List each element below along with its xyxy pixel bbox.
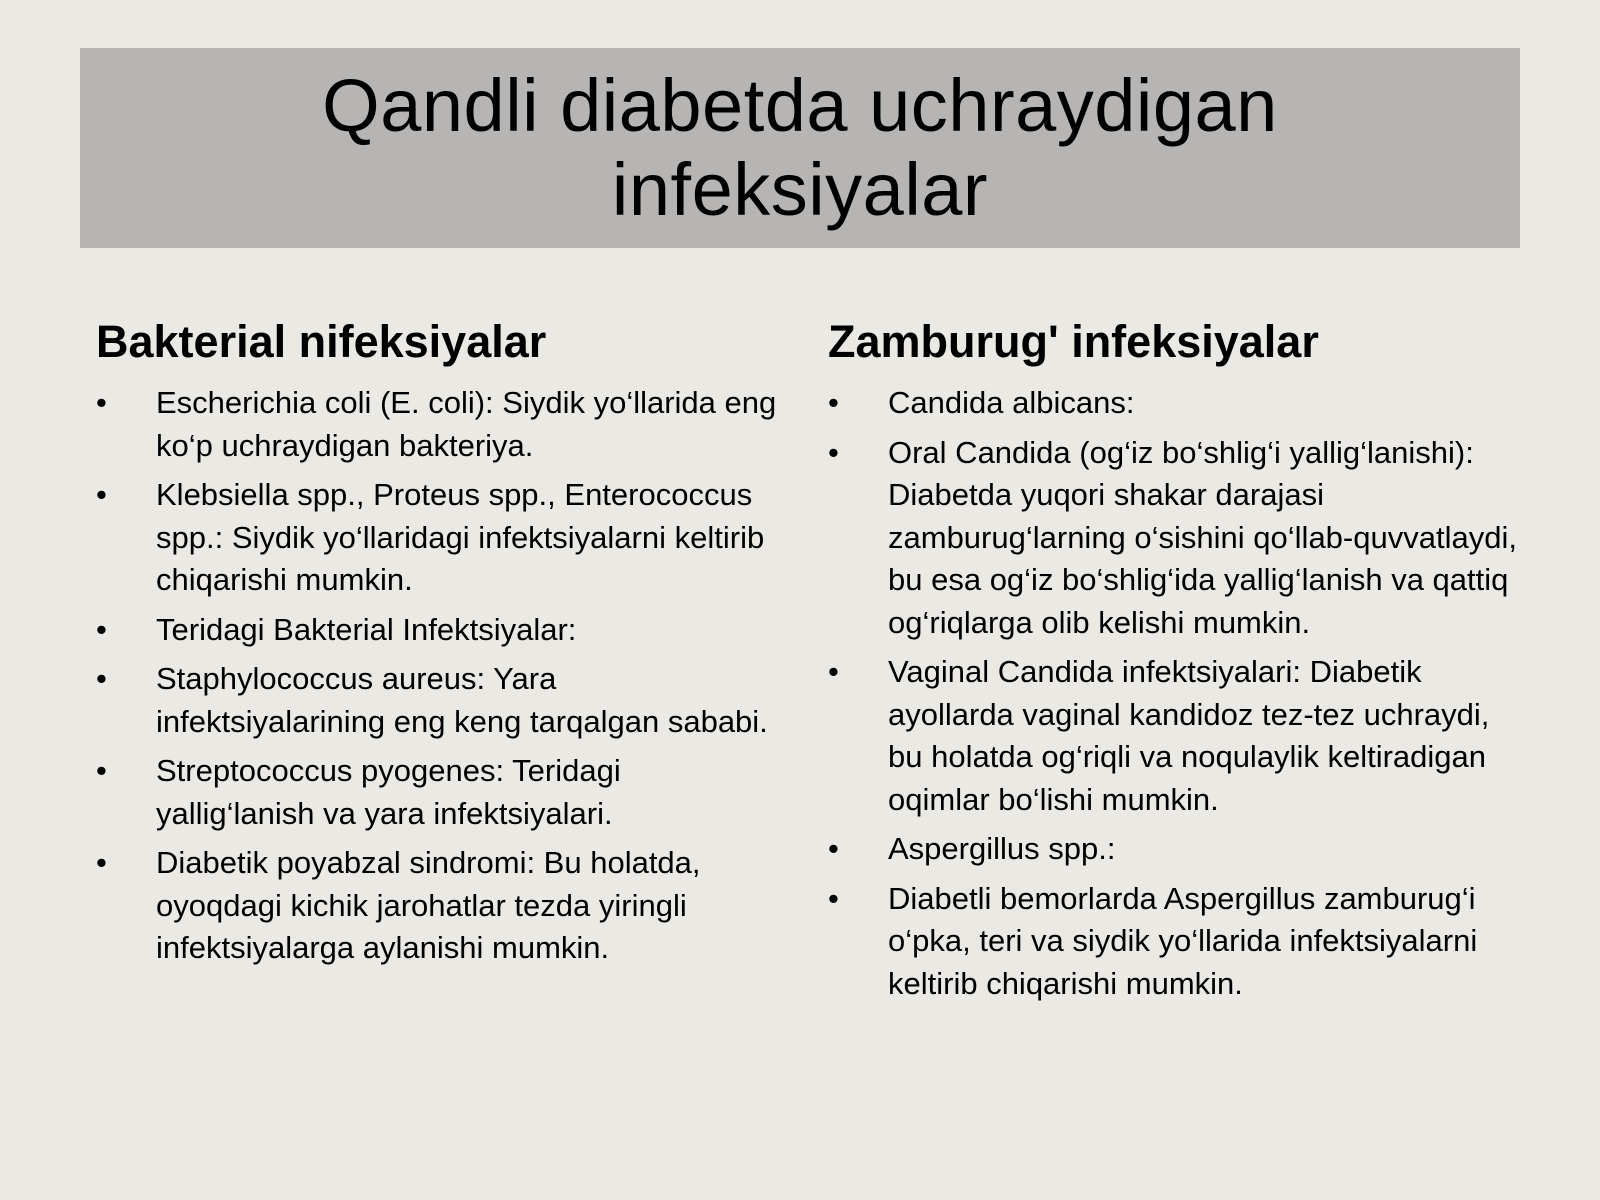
bullet-icon: • <box>96 661 107 696</box>
list-item-text: Candida albicans: <box>888 385 1135 420</box>
list-item-text: Staphylococcus aureus: Yara infektsiyalarining eng keng tarqalgan sababi. <box>156 661 768 739</box>
list-item <box>96 609 786 652</box>
bacterial-infections-column <box>96 314 786 977</box>
list-item <box>96 382 786 467</box>
slide-title: Qandli diabetda uchraydigan infeksiyalar <box>322 64 1278 231</box>
list-item <box>828 382 1518 425</box>
list-item-text: Klebsiella spp., Proteus spp., Enterococcus spp.: Siydik yo‘llaridagi infektsiyalarni keltirib chiqarishi mumkin. <box>156 477 765 597</box>
bullet-icon: • <box>828 654 839 689</box>
bacterial-infections-heading: Bakterial nifeksiyalar <box>96 316 547 367</box>
list-item-text: Streptococcus pyogenes: Teridagi yallig‘lanish va yara infektsiyalari. <box>156 753 621 831</box>
list-item <box>96 658 786 743</box>
list-item <box>828 432 1518 645</box>
list-item <box>828 651 1518 821</box>
bullet-icon: • <box>96 611 107 647</box>
fungal-infections-column <box>828 314 1518 1012</box>
bullet-icon: • <box>96 753 107 788</box>
list-item <box>96 842 786 970</box>
bullet-icon: • <box>828 434 839 470</box>
list-item-text: Teridagi Bakterial Infektsiyalar: <box>156 611 577 647</box>
list-item <box>96 474 786 602</box>
bullet-icon: • <box>828 880 839 916</box>
list-item-text: Vaginal Candida infektsiyalari: Diabetik ayollarda vaginal kandidoz tez-tez uchraydi, bu holatda og‘riqli va noqulaylik keltiradigan oqimlar bo‘lishi mumkin. <box>888 654 1490 817</box>
bullet-icon: • <box>96 477 107 512</box>
title-band <box>80 48 1520 248</box>
list-item <box>828 828 1518 871</box>
bullet-icon: • <box>828 385 839 420</box>
list-item-text: Aspergillus spp.: <box>888 831 1116 866</box>
list-item-text: Oral Candida (og‘iz bo‘shlig‘i yallig‘lanishi): Diabetda yuqori shakar darajasi zamburug‘larning o‘sishini qo‘llab-quvvatlaydi, bu esa og‘iz bo‘shlig‘ida yallig‘lanish va qattiq og‘riqlarga olib kelishi mumkin. <box>888 434 1517 640</box>
bullet-icon: • <box>96 385 107 420</box>
fungal-infections-heading: Zamburug' infeksiyalar <box>828 316 1319 367</box>
bullet-icon: • <box>96 845 107 880</box>
bacterial-infections-list <box>96 382 786 970</box>
list-item-text: Diabetik poyabzal sindromi: Bu holatda, oyoqdagi kichik jarohatlar tezda yiringli infektsiyalarga aylanishi mumkin. <box>156 845 701 965</box>
list-item <box>96 750 786 835</box>
list-item-text: Escherichia coli (E. coli): Siydik yo‘llarida eng ko‘p uchraydigan bakteriya. <box>156 385 777 463</box>
bullet-icon: • <box>828 831 839 866</box>
list-item-text: Diabetli bemorlarda Aspergillus zamburug‘i o‘pka, teri va siydik yo‘llarida infektsiyalarni keltirib chiqarishi mumkin. <box>888 880 1478 1001</box>
list-item <box>828 878 1518 1006</box>
fungal-infections-list <box>828 382 1518 1005</box>
